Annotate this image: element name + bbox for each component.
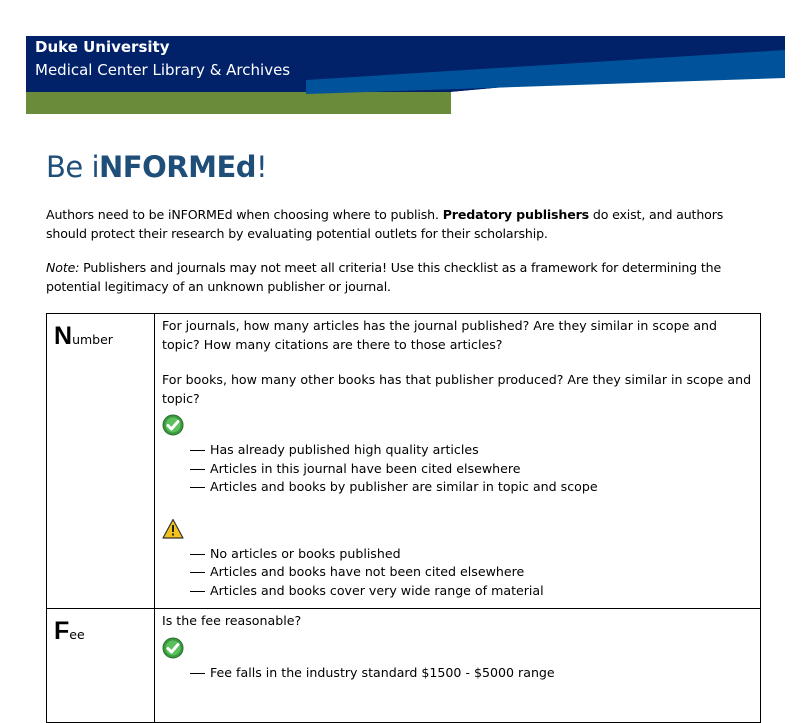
org-name: Duke University bbox=[35, 38, 170, 56]
list-item: Fee falls in the industry standard $1500 - $5000 range bbox=[190, 664, 754, 683]
note-label: Note: bbox=[46, 260, 80, 275]
fee-question: Is the fee reasonable? bbox=[162, 613, 302, 628]
check-circle-icon bbox=[162, 637, 184, 659]
list-item: Articles and books by publisher are similar in topic and scope bbox=[190, 478, 754, 497]
criterion-rest: umber bbox=[72, 332, 113, 347]
criterion-cell bbox=[47, 314, 155, 609]
criteria-row-fee bbox=[47, 609, 761, 723]
list-item: No articles or books published bbox=[190, 545, 754, 564]
criterion-rest: ee bbox=[69, 627, 85, 642]
number-question-journals: For journals, how many articles has the journal published? Are they similar in scope and topic? How many citations are there to those articles? bbox=[162, 318, 718, 352]
criterion-description bbox=[155, 609, 761, 723]
list-item: Articles in this journal have been cited elsewhere bbox=[190, 460, 754, 479]
criterion-cell bbox=[47, 609, 155, 723]
list-item: Articles and books cover very wide range of material bbox=[190, 582, 754, 601]
number-question-books: For books, how many other books has that publisher produced? Are they similar in scope and topic? bbox=[162, 372, 752, 406]
fee-positive-list bbox=[162, 664, 754, 683]
warning-triangle-icon bbox=[162, 518, 184, 540]
list-item: Has already published high quality articles bbox=[190, 441, 754, 460]
page-title: Be iNFORMEd! bbox=[46, 150, 268, 184]
header-banner bbox=[26, 36, 785, 114]
note-paragraph: Note: Publishers and journals may not meet all criteria! Use this checklist as a framework for determining the potential legitimacy of an unknown publisher or journal. bbox=[46, 260, 722, 294]
criteria-table bbox=[46, 313, 761, 723]
list-item: Articles and books have not been cited elsewhere bbox=[190, 563, 754, 582]
criterion-letter: N bbox=[54, 322, 73, 350]
check-circle-icon bbox=[162, 414, 184, 436]
org-subtitle: Medical Center Library & Archives bbox=[35, 61, 291, 79]
criterion-letter: F bbox=[54, 617, 70, 645]
predatory-publishers-term: Predatory publishers bbox=[442, 207, 590, 222]
number-warning-list bbox=[162, 545, 754, 601]
criteria-row-number bbox=[47, 314, 761, 609]
number-positive-list bbox=[162, 441, 754, 497]
criterion-description bbox=[155, 314, 761, 609]
intro-paragraph: Authors need to be iNFORMEd when choosing where to publish. Predatory publishers do exist, and authors should protect their research by evaluating potential outlets for their scholarship. bbox=[46, 207, 724, 241]
